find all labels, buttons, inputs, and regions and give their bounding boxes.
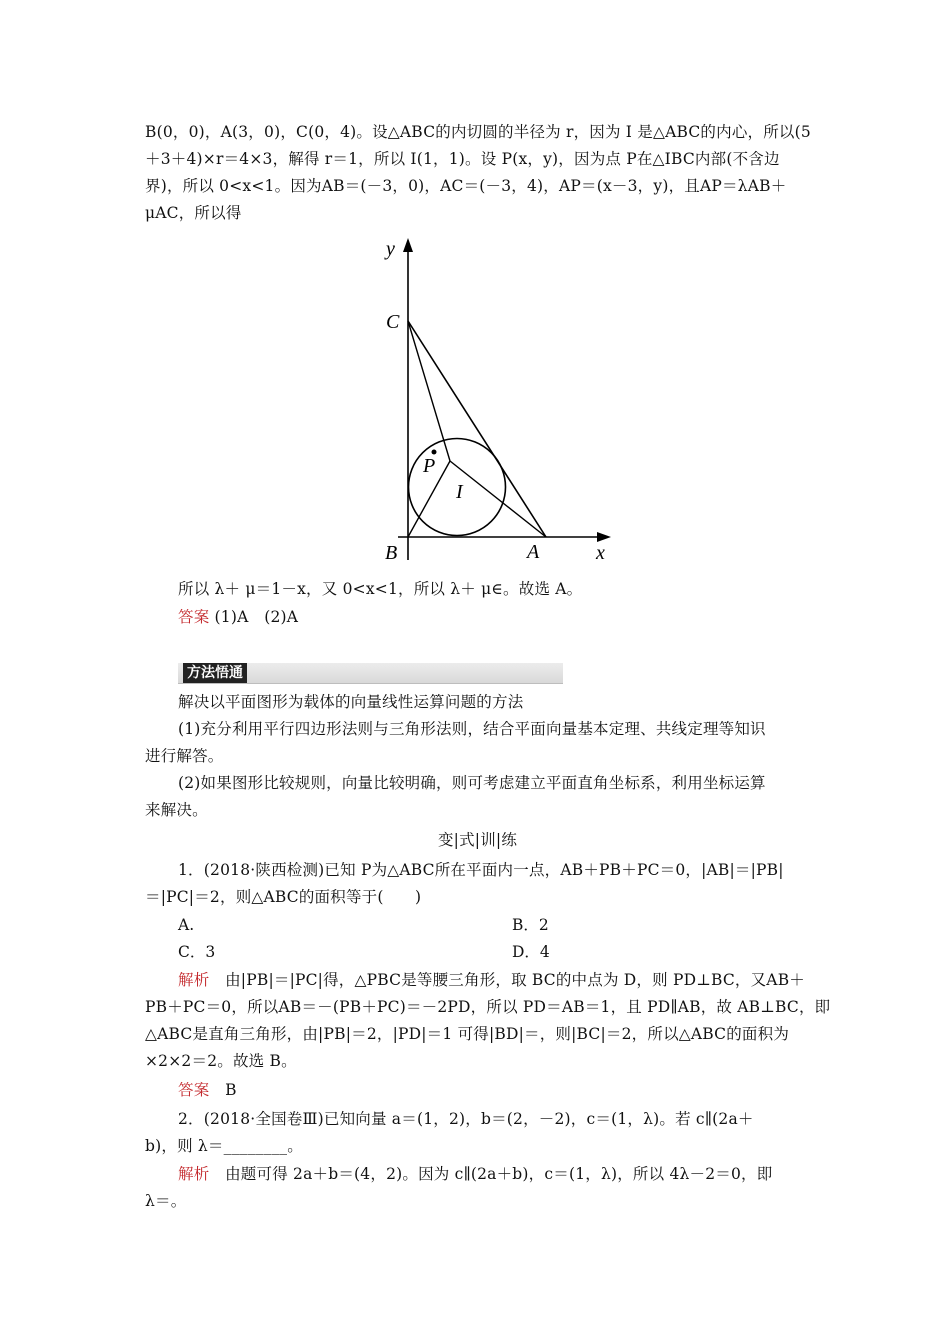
question-1-line1: 1．(2018·陕西检测)已知 P为△ABC所在平面内一点，AB＋PB＋PC＝0，|AB|＝|PB|: [178, 861, 784, 879]
method-p2-line2: 来解决。: [145, 801, 208, 819]
analysis-label: 解析: [178, 971, 210, 989]
point-i-label: I: [456, 481, 463, 503]
solution-line-1: B(0，0)，A(3，0)，C(0，4)。设△ABC的内切圆的半径为 r，因为 I 是△ABC的内心，所以(5: [145, 123, 811, 141]
solution-line-2: ＋3＋4)×r＝4×3，解得 r＝1，所以 I(1，1)。设 P(x，y)，因为点 P在△IBC内部(不含边: [145, 150, 780, 168]
answer-label: 答案: [178, 1081, 210, 1099]
analysis-2-text: 由题可得 2a＋b＝(4，2)。因为 c∥(2a＋b)，c＝(1，λ)，所以 4λ－2＝0，即: [209, 1165, 773, 1183]
analysis-1-line3: △ABC是直角三角形，由|PB|＝2，|PD|＝1 可得|BD|＝，则|BC|＝2，所以△ABC的面积为: [145, 1025, 790, 1043]
option-a: A.: [178, 916, 195, 934]
x-axis-label: x: [596, 542, 605, 564]
point-p: [432, 450, 437, 455]
option-d: D．4: [512, 943, 550, 961]
method-p1-line2: 进行解答。: [145, 747, 224, 765]
hypotenuse-ca: [408, 321, 546, 537]
point-a-label: A: [527, 541, 540, 563]
analysis-2-line1: [178, 1161, 843, 1187]
option-b: B．2: [512, 916, 549, 934]
incircle-figure: [370, 232, 620, 568]
answer-text: B: [209, 1081, 237, 1099]
practice-heading: 变|式|训|练: [437, 831, 518, 849]
point-c-label: C: [386, 311, 400, 333]
x-axis-arrow: [597, 532, 611, 542]
answer-1: [178, 604, 843, 630]
analysis-1-line1: [178, 967, 843, 993]
question-1-line2: ＝|PC|＝2，则△ABC的面积等于( ): [145, 888, 422, 906]
analysis-1-line4: ×2×2＝2。故选 B。: [145, 1052, 297, 1070]
answer-label: 答案: [178, 608, 210, 626]
point-b-label: B: [385, 542, 398, 564]
segment-ci: [408, 321, 450, 461]
segment-ia: [450, 461, 546, 537]
analysis-1-line2: PB＋PC＝0，所以AB＝－(PB＋PC)＝－2PD，所以 PD＝AB＝1，且 PD∥AB，故 AB⊥BC，即: [145, 998, 831, 1016]
method-label: 方法悟通: [183, 663, 247, 683]
analysis-2-line2: λ＝。: [145, 1192, 187, 1210]
solution-line-4: μAC，所以得: [145, 204, 242, 222]
y-axis-label: y: [386, 238, 395, 260]
method-title: 解决以平面图形为载体的向量线性运算问题的方法: [178, 693, 524, 711]
analysis-label: 解析: [178, 1165, 210, 1183]
point-p-label: P: [423, 455, 436, 477]
method-p2-line1: (2)如果图形比较规则，向量比较明确，则可考虑建立平面直角坐标系，利用坐标运算: [178, 774, 766, 792]
conclusion-line: 所以 λ＋ μ＝1－x，又 0<x<1，所以 λ＋ μ∈。故选 A。: [178, 580, 583, 598]
option-c: C．3: [178, 943, 216, 961]
answer-2: [178, 1077, 843, 1103]
question-2-line2: b)，则 λ＝________。: [145, 1137, 303, 1155]
answer-text: (1)A (2)A: [214, 608, 299, 626]
y-axis-arrow: [403, 238, 413, 252]
solution-line-3: 界)，所以 0<x<1。因为AB＝(－3，0)，AC＝(－3，4)，AP＝(x－3，y)，且AP＝λAB＋: [145, 177, 787, 195]
analysis-1-text: 由|PB|＝|PC|得，△PBC是等腰三角形，取 BC的中点为 D，则 PD⊥BC，又AB＋: [209, 971, 805, 989]
method-p1-line1: (1)充分利用平行四边形法则与三角形法则，结合平面向量基本定理、共线定理等知识: [178, 720, 766, 738]
question-2-line1: 2．(2018·全国卷Ⅲ)已知向量 a＝(1，2)，b＝(2，－2)，c＝(1，λ)。若 c∥(2a＋: [178, 1110, 754, 1128]
